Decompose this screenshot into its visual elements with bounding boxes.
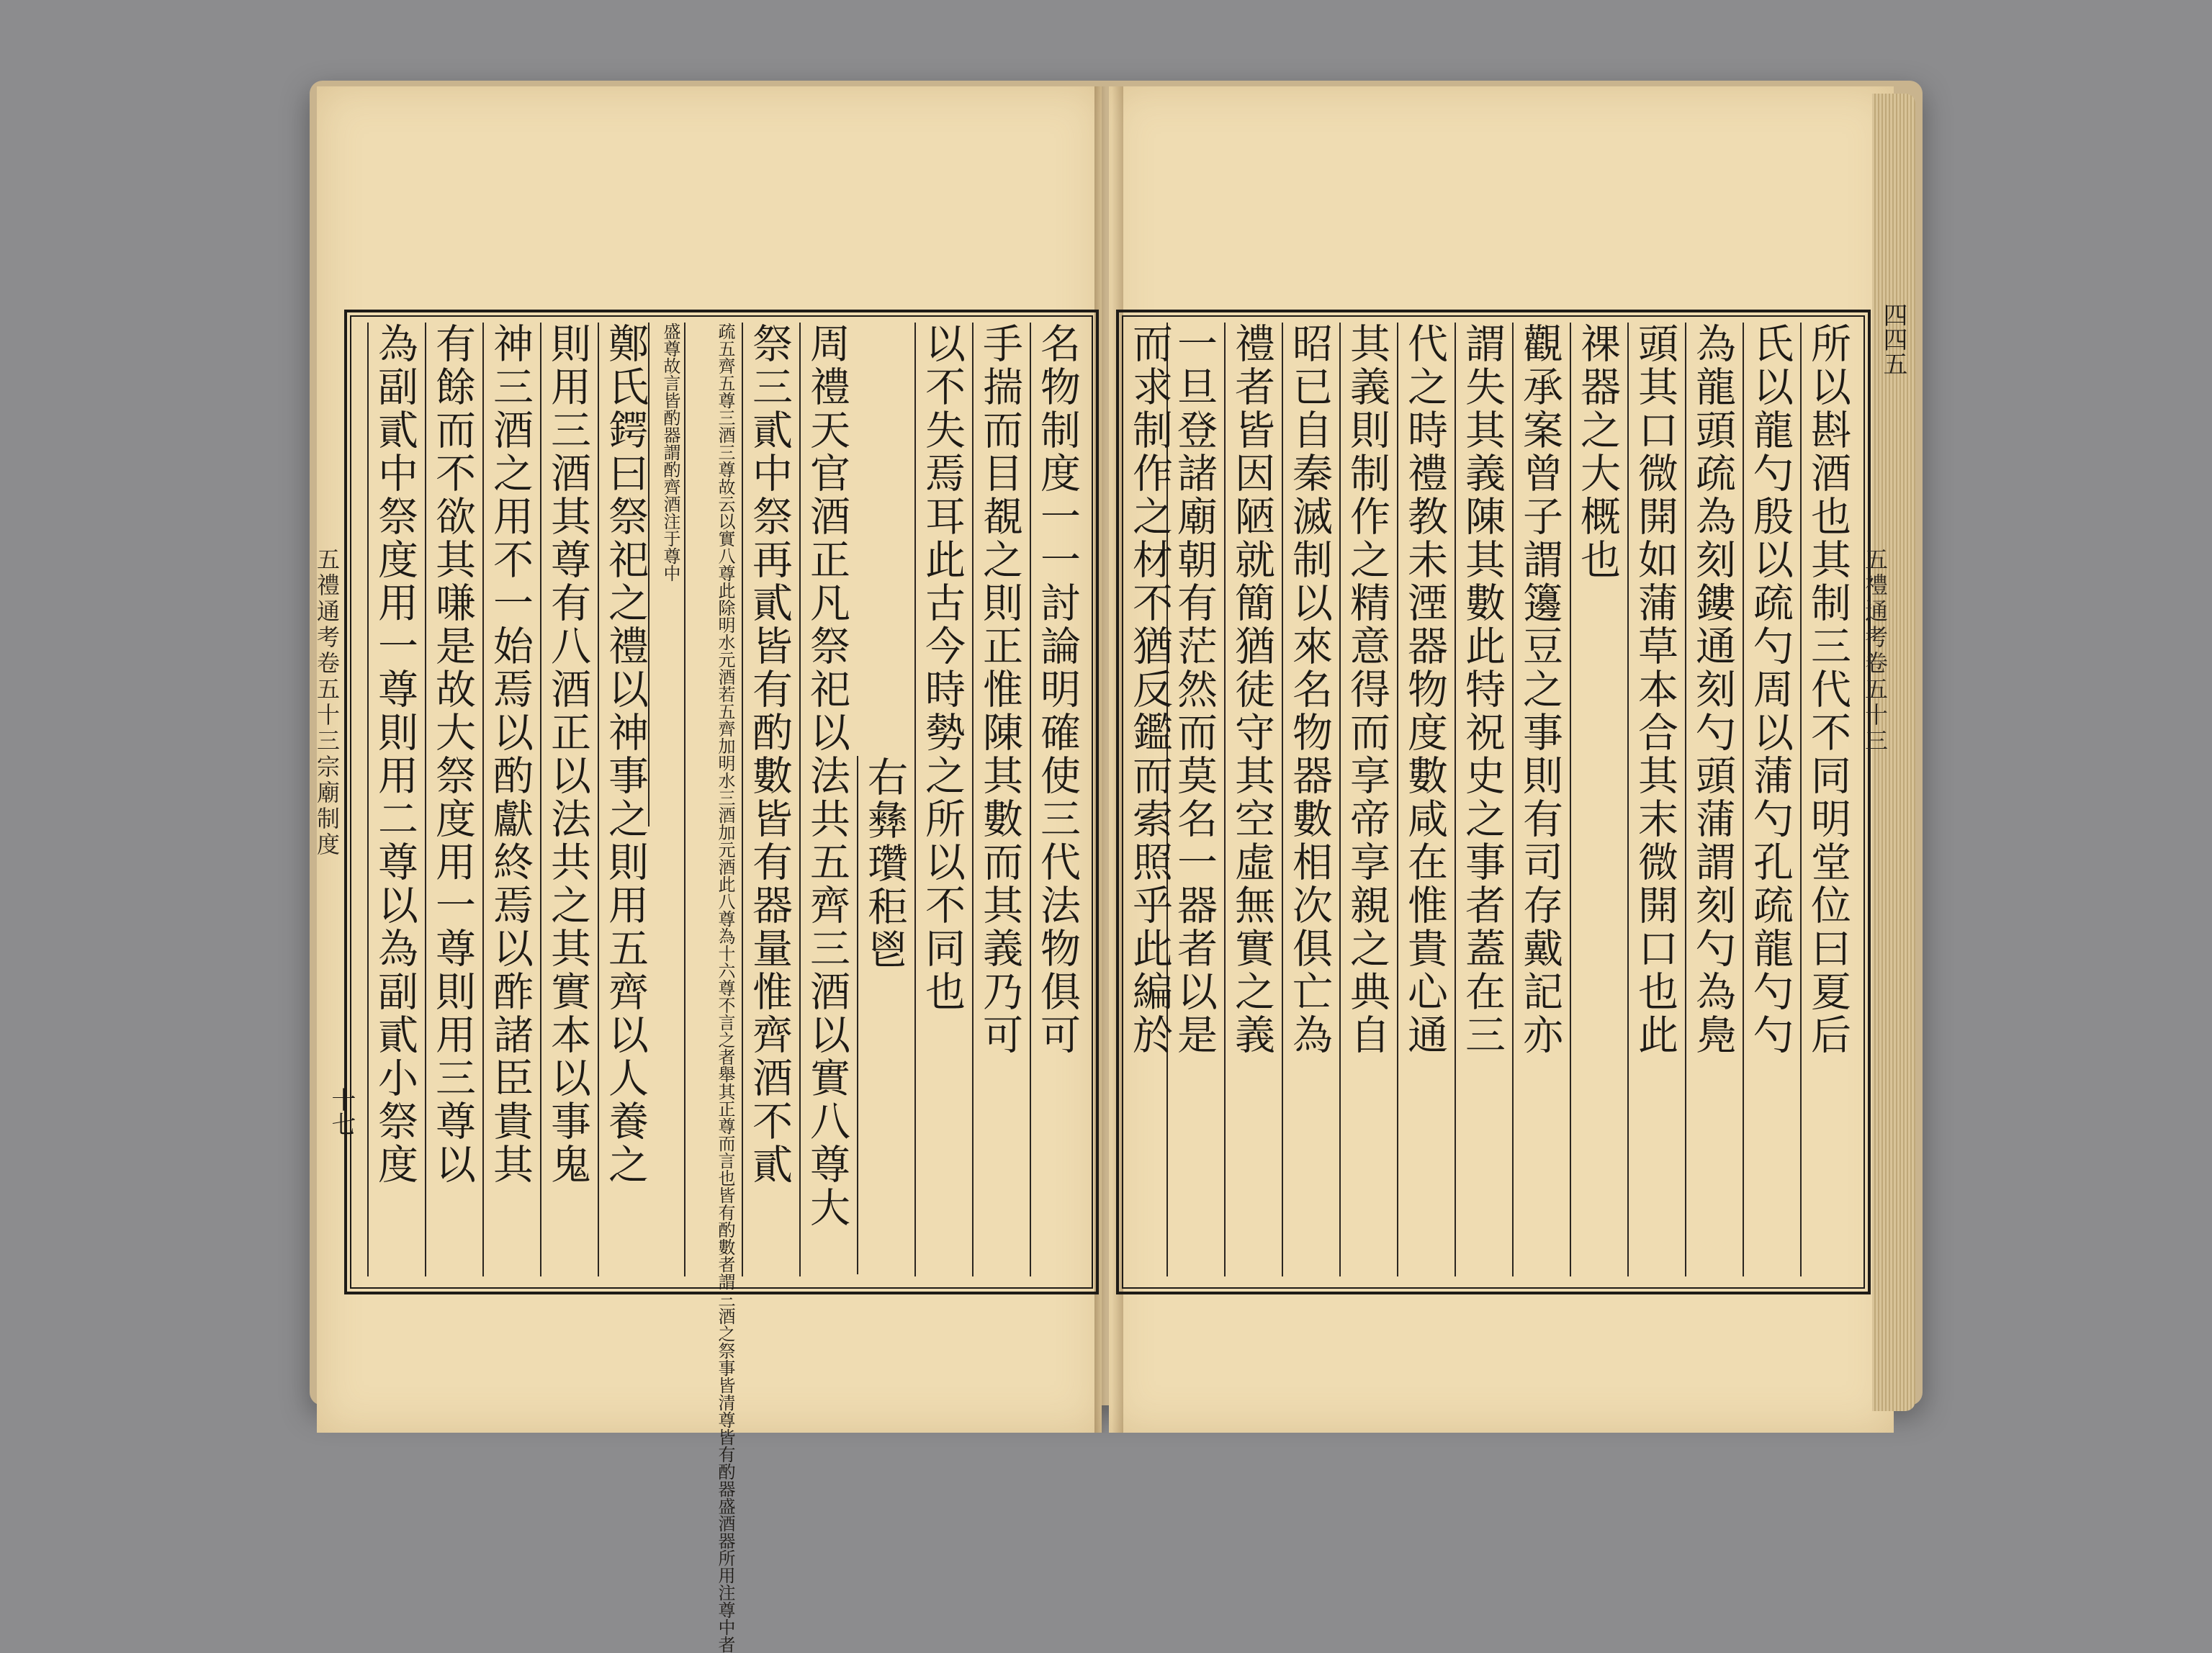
right-col-8: 代之時禮教未湮器物度數咸在惟貴心通	[1397, 323, 1450, 1276]
right-col-11: 禮者皆因陋就簡猶徒守其空虛無實之義	[1224, 323, 1277, 1276]
left-col-7-note: 疏五齊五尊三酒三尊故云以實八尊此除明水元酒若五齊加明水三酒加元酒此八尊為十六尊不言之者舉其正尊而言也皆有酌數者謂三酒之祭事皆清尊皆有酌器盛酒器所用注尊中者	[684, 323, 737, 1276]
right-col-12: 一旦登諸廟朝有茫然而莫名一器者以是	[1166, 323, 1220, 1276]
left-col-5: 周禮天官酒正凡祭祀以法共五齊三酒以實八尊大	[799, 323, 853, 1276]
left-col-6: 祭三貳中祭再貳皆有酌數皆有器量惟齊酒不貳	[742, 323, 795, 1276]
left-col-8-note: 盛尊故言皆酌器謂酌齊酒注于尊中	[648, 323, 683, 827]
right-col-10: 昭已自秦滅制以來名物器數相次俱亡為	[1282, 323, 1335, 1276]
right-col-13: 而求制作之材不猶反鑑而索照乎此編於	[1126, 323, 1173, 1057]
left-fold-label: 五禮通考卷五十三宗廟制度	[313, 547, 341, 858]
right-col-2: 氏以龍勺殷以疏勺周以蒲勺孔疏龍勺勺	[1743, 323, 1796, 1276]
right-fold-label: 五禮通考卷五十三	[1861, 547, 1889, 755]
left-col-12: 有餘而不欲其嗛是故大祭度用一尊則用三尊以	[425, 323, 478, 1276]
right-col-4: 頭其口微開如蒲草本合其末微開口也此	[1627, 323, 1681, 1276]
left-col-2: 手揣而目覩之則正惟陳其數而其義乃可	[972, 323, 1025, 1276]
right-col-9: 其義則制作之精意得而享帝享親之典自	[1339, 323, 1393, 1276]
left-col-4: 右彝瓚秬鬯	[857, 756, 910, 1274]
left-col-3: 以不失焉耳此古今時勢之所以不同也	[914, 323, 968, 1276]
right-page-number: 四四五	[1879, 302, 1907, 376]
right-col-6: 觀承案曾子謂籩豆之事則有司存戴記亦	[1512, 323, 1565, 1276]
left-col-9: 鄭氏鍔曰祭祀之禮以神事之則用五齊以人養之	[598, 323, 651, 1276]
left-col-1: 名物制度一一討論明確使三代法物俱可	[1030, 323, 1083, 1276]
left-col-13: 為副貳中祭度用一尊則用二尊以為副貳小祭度	[367, 323, 421, 1276]
right-col-3: 為龍頭疏為刻鏤通刻勺頭蒲謂刻勺為鳧	[1685, 323, 1738, 1276]
right-col-1: 所以斟酒也其制三代不同明堂位曰夏后	[1800, 323, 1853, 1276]
left-col-11: 神三酒之用不一始焉以酌獻終焉以酢諸臣貴其	[482, 323, 536, 1276]
left-col-10: 則用三酒其尊有八酒正以法共之其實本以事鬼	[540, 323, 593, 1276]
left-fold-number: 十七	[327, 1087, 356, 1136]
right-col-7: 謂失其義陳其數此特祝史之事者蓋在三	[1455, 323, 1508, 1276]
right-col-5: 祼器之大概也	[1570, 323, 1623, 1276]
